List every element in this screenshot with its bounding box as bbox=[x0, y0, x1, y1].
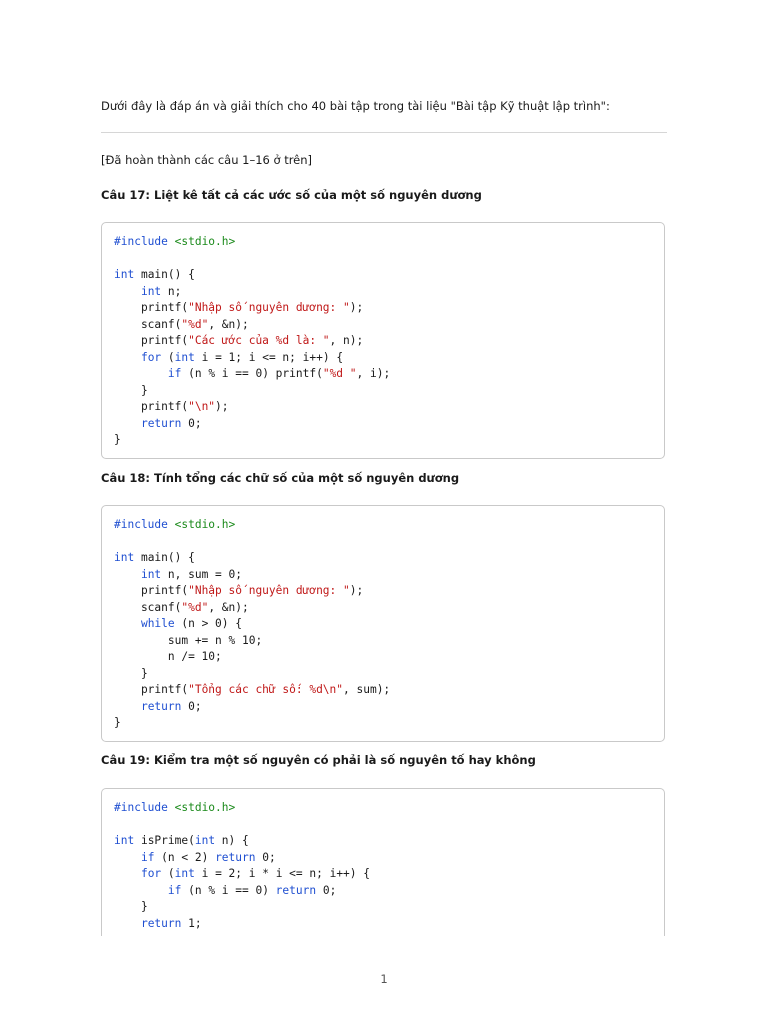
code-token-plain: 0; bbox=[181, 699, 202, 713]
code-token-str: "%d " bbox=[322, 367, 357, 380]
code-token-plain: (n > 0) { bbox=[174, 617, 242, 630]
code-line bbox=[114, 682, 390, 699]
code-token-plain: n, sum = 0; bbox=[161, 567, 242, 581]
code-token-plain: } bbox=[114, 666, 148, 680]
code-token-plain: i = 2; i * i <= n; i++) { bbox=[194, 867, 370, 880]
code-token-kw: if bbox=[167, 367, 182, 380]
code-line bbox=[114, 600, 390, 617]
code-token-hdr: <stdio.h> bbox=[174, 801, 236, 814]
code-token-plain bbox=[114, 417, 141, 430]
code-token-kw: int bbox=[140, 567, 162, 581]
code-token-str: "%d" bbox=[181, 317, 209, 331]
code-token-plain: isPrime( bbox=[134, 834, 195, 847]
code-line bbox=[114, 517, 390, 534]
code-token-plain bbox=[114, 884, 168, 897]
code-token-str: "Tổng các chữ số: %d\n" bbox=[188, 683, 344, 696]
code-token-plain: i = 1; i <= n; i++) { bbox=[194, 350, 344, 364]
code-line bbox=[114, 616, 390, 633]
code-line bbox=[114, 866, 370, 883]
code-line bbox=[114, 633, 390, 650]
code-line bbox=[114, 883, 370, 900]
code-line bbox=[114, 234, 390, 251]
code-line bbox=[114, 300, 390, 317]
code-token-plain: } bbox=[114, 433, 121, 446]
code-token-str: "Nhập số nguyên dương: " bbox=[188, 301, 350, 314]
code-token-plain: printf( bbox=[114, 334, 189, 347]
code-line bbox=[114, 534, 390, 551]
code-token-plain bbox=[114, 917, 141, 930]
code-token-kw: int bbox=[140, 284, 162, 298]
page-number: 1 bbox=[380, 972, 388, 986]
code-token-plain: } bbox=[114, 716, 121, 729]
code-token-inc: #include bbox=[114, 518, 175, 531]
code-token-kw: int bbox=[194, 834, 216, 847]
code-line bbox=[114, 916, 370, 933]
code-token-kw: if bbox=[140, 850, 155, 864]
completed-note: [Đã hoàn thành các câu 1–16 ở trên] bbox=[101, 153, 313, 167]
code-line bbox=[114, 317, 390, 334]
code-token-plain: (n % i == 0) bbox=[181, 883, 276, 897]
code-token-plain bbox=[114, 617, 141, 630]
code-token-plain bbox=[114, 351, 141, 364]
code-token-kw: if bbox=[167, 883, 182, 897]
code-token-plain bbox=[114, 851, 141, 864]
code-token-plain bbox=[114, 867, 141, 880]
code-token-hdr: <stdio.h> bbox=[174, 518, 236, 531]
code-line bbox=[114, 267, 390, 284]
code-line bbox=[114, 284, 390, 301]
code-token-str: "Các ước của %d là: " bbox=[188, 334, 330, 347]
code-token-plain: 0; bbox=[316, 883, 337, 897]
code-block-question-19 bbox=[101, 788, 665, 936]
code-token-kw: for bbox=[140, 867, 162, 880]
code-line bbox=[114, 383, 390, 400]
code-token-plain: , n); bbox=[329, 334, 364, 347]
code-line bbox=[114, 567, 390, 584]
code-token-plain: } bbox=[114, 900, 148, 913]
code-line bbox=[114, 850, 370, 867]
code-token-inc: #include bbox=[114, 235, 175, 248]
code-token-plain: (n % i == 0) printf( bbox=[181, 367, 323, 380]
code-token-kw: while bbox=[140, 617, 175, 630]
code-token-plain: , sum); bbox=[343, 683, 391, 696]
code-line bbox=[114, 715, 390, 732]
intro-text: Dưới đây là đáp án và giải thích cho 40 bài tập trong tài liệu "Bài tập Kỹ thuật lập trình": bbox=[101, 99, 610, 113]
code-token-plain: scanf( bbox=[114, 600, 182, 614]
code-line bbox=[114, 416, 390, 433]
code-line bbox=[114, 666, 390, 683]
code-token-plain bbox=[114, 367, 168, 380]
code-line bbox=[114, 817, 370, 834]
code-token-plain: n; bbox=[161, 284, 182, 298]
code-token-plain: ( bbox=[161, 350, 175, 364]
code-token-plain: } bbox=[114, 383, 148, 397]
code-token-kw: return bbox=[215, 850, 256, 864]
code-token-plain: 0; bbox=[181, 416, 202, 430]
code-line bbox=[114, 333, 390, 350]
code-token-plain: main() { bbox=[134, 268, 195, 281]
code-token-plain: sum += n % 10; bbox=[114, 633, 263, 647]
code-listing bbox=[114, 234, 390, 449]
code-token-plain: ); bbox=[215, 400, 229, 413]
code-token-plain: ( bbox=[161, 867, 175, 880]
code-line bbox=[114, 251, 390, 268]
code-block-question-18 bbox=[101, 505, 665, 742]
code-token-plain: ); bbox=[349, 301, 364, 314]
code-token-str: "\n" bbox=[188, 400, 216, 413]
code-token-inc: #include bbox=[114, 801, 175, 814]
code-token-plain bbox=[114, 285, 141, 298]
code-token-plain: 0; bbox=[255, 850, 276, 864]
question-17-title: Câu 17: Liệt kê tất cả các ước số của một số nguyên dương bbox=[101, 188, 482, 202]
code-token-kw: for bbox=[140, 350, 162, 364]
code-token-plain: (n < 2) bbox=[154, 850, 216, 864]
code-token-plain: printf( bbox=[114, 683, 189, 696]
code-token-plain: n /= 10; bbox=[114, 650, 222, 663]
code-token-plain: printf( bbox=[114, 301, 189, 314]
code-line bbox=[114, 800, 370, 817]
code-line bbox=[114, 899, 370, 916]
question-18-title: Câu 18: Tính tổng các chữ số của một số nguyên dương bbox=[101, 471, 460, 485]
code-token-kw: int bbox=[174, 867, 195, 880]
code-listing bbox=[114, 800, 370, 932]
code-token-plain: ); bbox=[349, 584, 364, 597]
code-token-kw: return bbox=[140, 699, 182, 713]
code-token-plain bbox=[114, 568, 141, 581]
code-token-kw: int bbox=[114, 268, 135, 281]
code-token-kw: return bbox=[140, 916, 182, 930]
code-line bbox=[114, 350, 390, 367]
code-token-kw: int bbox=[114, 834, 135, 847]
code-token-plain: scanf( bbox=[114, 317, 182, 331]
code-token-plain: printf( bbox=[114, 584, 189, 597]
code-line bbox=[114, 833, 370, 850]
code-token-str: "Nhập số nguyên dương: " bbox=[188, 584, 350, 597]
code-token-plain: n) { bbox=[215, 834, 249, 847]
question-19-title: Câu 19: Kiểm tra một số nguyên có phải là số nguyên tố hay không bbox=[101, 753, 536, 767]
code-token-kw: return bbox=[275, 883, 317, 897]
code-line bbox=[114, 550, 390, 567]
code-line bbox=[114, 366, 390, 383]
code-block-question-17 bbox=[101, 222, 665, 459]
code-line bbox=[114, 583, 390, 600]
code-token-plain: printf( bbox=[114, 400, 189, 413]
code-line bbox=[114, 649, 390, 666]
code-line bbox=[114, 699, 390, 716]
code-token-kw: int bbox=[114, 551, 135, 564]
code-token-str: "%d" bbox=[181, 600, 209, 614]
code-listing bbox=[114, 517, 390, 732]
code-token-plain: , &n); bbox=[208, 317, 249, 331]
code-token-kw: return bbox=[140, 416, 182, 430]
code-token-kw: int bbox=[174, 350, 195, 364]
code-token-plain bbox=[114, 700, 141, 713]
code-token-plain: , &n); bbox=[208, 600, 249, 614]
code-token-plain: 1; bbox=[181, 916, 202, 930]
code-token-plain: , i); bbox=[356, 367, 391, 380]
code-line bbox=[114, 399, 390, 416]
code-token-plain: main() { bbox=[134, 551, 195, 564]
code-line bbox=[114, 432, 390, 449]
code-token-hdr: <stdio.h> bbox=[174, 235, 236, 248]
horizontal-divider bbox=[101, 132, 667, 133]
